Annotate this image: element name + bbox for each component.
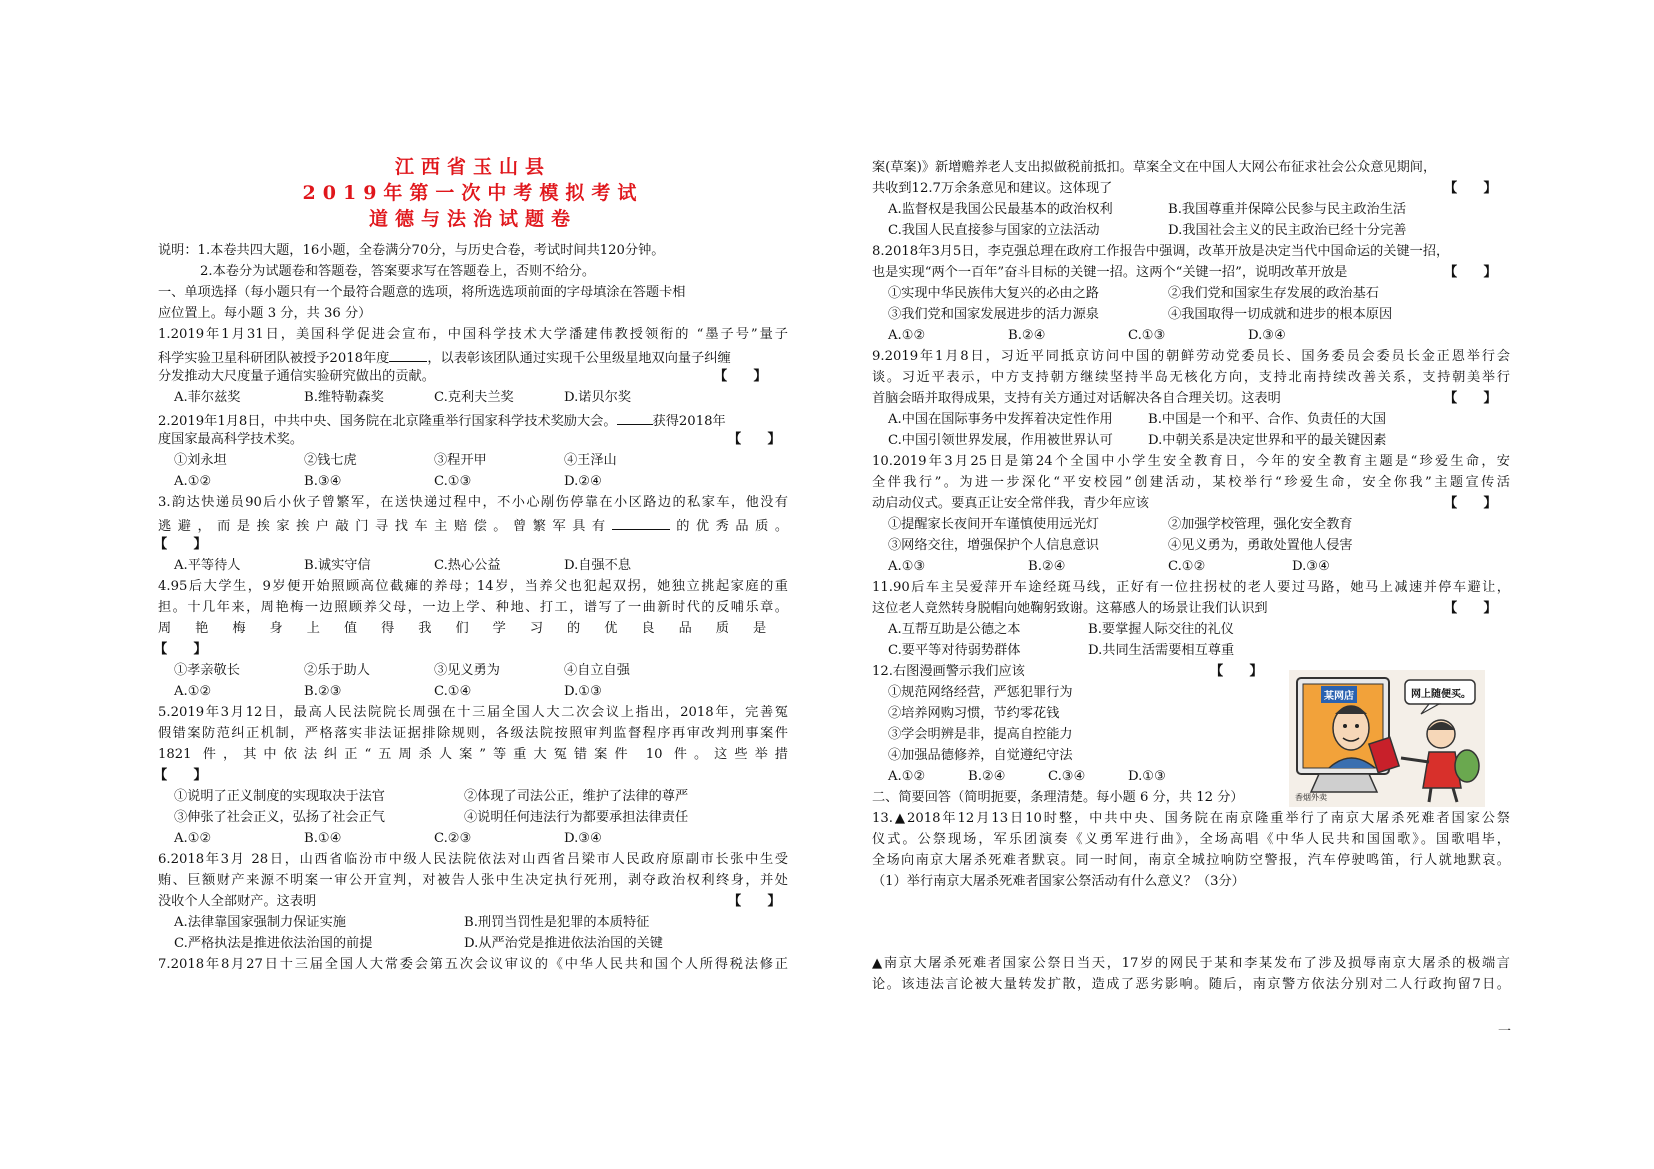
q13-line3: 全场向南京大屠杀死难者默哀。同一时间，南京全城拉响防空警报，汽车停驶鸣笛，行人就地默哀。	[872, 853, 1510, 868]
q3-option-a: A.平等待人	[174, 558, 241, 573]
page-number: 一	[1498, 1024, 1512, 1039]
q13-line2: 仪式。公祭现场，军乐团演奏《义勇军进行曲》，全场高唱《中华人民共和国国歌》。国歌唱毕，	[872, 832, 1510, 847]
q11-line2: 这位老人竟然转身脱帽向她鞠躬致谢。这幕感人的场景让我们认识到	[872, 601, 1268, 616]
cartoon-caption: 香烟外卖	[1295, 793, 1327, 802]
q13-line5: 论。该违法言论被大量转发扩散，造成了恶劣影响。随后，南京警方依法分别对二人行政拘留7日。	[872, 977, 1510, 992]
q8-option-d: D.③④	[1248, 328, 1286, 343]
q7-option-d: D.我国社会主义的民主政治已经十分完善	[1168, 223, 1407, 238]
q3-line2: 逃避，而是挨家挨户敲门寻找车主赔偿。曾繁军具有 的优秀品质。	[158, 515, 788, 536]
q9-option-d: D.中朝关系是决定世界和平的最关键因素	[1148, 433, 1387, 448]
title-subject: 道德与法治试题卷	[368, 208, 577, 230]
q3-line1: 3.韵达快递员90后小伙子曾繁军，在送快递过程中，不小心剐伤停靠在小区路边的私家车，他没有	[158, 495, 788, 510]
title-exam: 2019年第一次中考模拟考试	[302, 182, 644, 204]
q7-option-b: B.我国尊重并保障公民参与民主政治生活	[1168, 202, 1407, 217]
q2-blank	[617, 410, 653, 425]
q4-item-3: ③见义勇为	[434, 663, 500, 678]
q2-item-1: ①刘永坦	[174, 453, 227, 468]
q10-line2: 全伴我行”。为进一步深化“平安校园”创建活动，某校举行“珍爱生命，安全你我”主题宣传活	[872, 475, 1510, 490]
q2-option-c: C.①③	[434, 474, 472, 489]
q9-answer-bracket: 【 】	[1444, 391, 1497, 406]
q8-answer-bracket: 【 】	[1444, 265, 1497, 280]
q1-line3: 分发推动大尺度量子通信实验研究做出的贡献。	[158, 369, 435, 384]
section1-heading-line1: 一、单项选择（每小题只有一个最符合题意的选项，将所选选项前面的字母填涂在答题卡相	[158, 285, 686, 300]
q10-option-c: C.①②	[1168, 559, 1206, 574]
q11-option-a: A.互帮互助是公德之本	[888, 622, 1021, 637]
q11-option-b: B.要掌握人际交往的礼仪	[1088, 622, 1234, 637]
q9-line2: 谈。习近平表示，中方支持朝方继续坚持半岛无核化方向，支持北南持续改善关系，支持朝美举行	[872, 370, 1510, 385]
q9-option-b: B.中国是一个和平、合作、负责任的大国	[1148, 412, 1387, 427]
q1-line2: 科学实验卫星科研团队被授予2018年度 ，以表彰该团队通过实现千公里级星地双向量子纠缠	[158, 347, 731, 368]
q10-option-a: A.①③	[888, 559, 926, 574]
q4-option-c: C.①④	[434, 684, 472, 699]
q13-line4: ▲南京大屠杀死难者国家公祭日当天，17岁的网民于某和李某发布了涉及损辱南京大屠杀的极端言	[872, 956, 1510, 971]
q10-item-2: ②加强学校管理，强化安全教育	[1168, 517, 1353, 532]
q6-line3: 没收个人全部财产。这表明	[158, 894, 317, 909]
q10-item-3: ③网络交往，增强保护个人信息意识	[888, 538, 1099, 553]
q1-option-c: C.克利夫兰奖	[434, 390, 514, 405]
q1-option-a: A.菲尔兹奖	[174, 390, 241, 405]
q6-option-a: A.法律靠国家强制力保证实施	[174, 915, 346, 930]
monitor-stand	[1311, 774, 1377, 792]
q3-option-c: C.热心公益	[434, 558, 501, 573]
section2-heading: 二、简要回答（简明扼要，条理清楚。每小题 6 分，共 12 分）	[872, 790, 1244, 805]
q9-line3: 首脑会晤并取得成果，支持有关方通过对话解决各自合理关切。这表明	[872, 391, 1281, 406]
q8-option-a: A.①②	[888, 328, 926, 343]
q2-option-d: D.②④	[564, 474, 602, 489]
q9-option-c: C.中国引领世界发展，作用被世界认可	[888, 433, 1113, 448]
q4-item-4: ④自立自强	[564, 663, 630, 678]
q12-item-4: ④加强品德修养，自觉遵纪守法	[888, 748, 1073, 763]
q11-answer-bracket: 【 】	[1444, 601, 1497, 616]
q2-line1: 2.2019年1月8日，中共中央、国务院在北京隆重举行国家科学技术奖励大会。 获得2018年	[158, 410, 726, 431]
q5-line2: 假错案防范纠正机制，严格落实非法证据排除规则，各级法院按照审判监督程序再审改判刑事案件	[158, 726, 788, 741]
student-arm	[1401, 758, 1429, 762]
q2-item-2: ②钱七虎	[304, 453, 357, 468]
q11-line1: 11.90后车主吴爱萍开车途经斑马线，正好有一位拄拐杖的老人要过马路，她马上减速并停车避让，	[872, 580, 1510, 595]
q9-option-a: A.中国在国际事务中发挥着决定性作用	[888, 412, 1113, 427]
cartoon-illustration	[1289, 670, 1485, 807]
q5-line1: 5.2019年3月12日，最高人民法院院长周强在十三届全国人大二次会议上指出，2018年，完善冤	[158, 705, 788, 720]
q13-sub-question-1: （1）举行南京大屠杀死难者国家公祭活动有什么意义？（3分）	[872, 874, 1245, 889]
q11-option-d: D.共同生活需要相互尊重	[1088, 643, 1235, 658]
q11-option-c: C.要平等对待弱势群体	[888, 643, 1021, 658]
q5-item-3: ③伸张了社会正义，弘扬了社会正气	[174, 810, 385, 825]
q12-option-c: C.③④	[1048, 769, 1086, 784]
q8-item-3: ③我们党和国家发展进步的活力源泉	[888, 307, 1099, 322]
q13-line1: 13.▲2018年12月13日10时整，中共中央、国务院在南京隆重举行了南京大屠杀死难者国家公祭	[872, 811, 1510, 826]
q10-answer-bracket: 【 】	[1444, 496, 1497, 511]
q8-line1: 8.2018年3月5日，李克强总理在政府工作报告中强调，改革开放是决定当代中国命运的关键一招，	[872, 244, 1450, 259]
q12-option-d: D.①③	[1128, 769, 1166, 784]
q5-option-b: B.①④	[304, 831, 342, 846]
q2-item-3: ③程开甲	[434, 453, 487, 468]
q6-option-d: D.从严治党是推进依法治国的关键	[464, 936, 663, 951]
q4-line3: 周艳梅身上值得我们学习的优良品质是	[158, 621, 791, 636]
cartoon-speech-text: 网上随便买。	[1411, 689, 1471, 700]
q4-option-b: B.②③	[304, 684, 342, 699]
q5-option-c: C.②③	[434, 831, 472, 846]
q4-option-a: A.①②	[174, 684, 212, 699]
note-2: 2.本卷分为试题卷和答题卷，答案要求写在答题卷上，否则不给分。	[200, 264, 596, 279]
q1-option-d: D.诺贝尔奖	[564, 390, 632, 405]
q8-item-4: ④我国取得一切成就和进步的根本原因	[1168, 307, 1393, 322]
q10-option-b: B.②④	[1028, 559, 1066, 574]
q7-line1: 7.2018年8月27日十三届全国人大常委会第五次会议审议的《中华人民共和国个人所得税法修正	[158, 957, 788, 972]
q6-option-c: C.严格执法是推进依法治国的前提	[174, 936, 373, 951]
q5-option-d: D.③④	[564, 831, 602, 846]
q1-answer-bracket: 【 】	[714, 369, 767, 384]
q4-line1: 4.95后大学生，9岁便开始照顾高位截瘫的养母；14岁，当养父也犯起双拐，她独立挑起家庭的重	[158, 579, 788, 594]
q9-line1: 9.2019年1月8日，习近平同抵京访问中国的朝鲜劳动党委员长、国务委员会委员长金正恩举行会	[872, 349, 1510, 364]
q3-answer-bracket: 【 】	[154, 537, 207, 552]
q1-line1: 1.2019年1月31日，美国科学促进会宣布，中国科学技术大学潘建伟教授领衔的 “墨子号”量子	[158, 327, 788, 342]
q7-line2: 案(草案)》新增赡养老人支出拟做税前抵扣。草案全文在中国人大网公布征求社会公众意见期间，	[872, 160, 1437, 175]
q10-option-d: D.③④	[1292, 559, 1330, 574]
q2-item-4: ④王泽山	[564, 453, 617, 468]
q2-answer-bracket: 【 】	[728, 432, 781, 447]
q7-line3: 共收到12.7万余条意见和建议。这体现了	[872, 181, 1113, 196]
q12-line1: 12.右图漫画警示我们应该	[872, 664, 1025, 679]
student-backpack	[1455, 750, 1479, 782]
q8-option-b: B.②④	[1008, 328, 1046, 343]
title-county: 江西省玉山县	[394, 156, 551, 178]
q5-line3: 1821 件，其中依法纠正“五周杀人案”等重大冤错案件 10 件。这些举措	[158, 747, 788, 762]
q8-option-c: C.①③	[1128, 328, 1166, 343]
q3-option-b: B.诚实守信	[304, 558, 371, 573]
q8-item-1: ①实现中华民族伟大复兴的必由之路	[888, 286, 1099, 301]
q2-option-a: A.①②	[174, 474, 212, 489]
note-1: 说明：1.本卷共四大题，16小题，全卷满分70分，与历史合卷，考试时间共120分钟。	[158, 243, 665, 258]
cartoon-shop-label: 某网店	[1321, 686, 1357, 703]
q12-answer-bracket: 【 】	[1210, 664, 1263, 679]
q1-blank	[389, 347, 427, 362]
q12-item-3: ③学会明辨是非，提高自控能力	[888, 727, 1073, 742]
q5-item-1: ①说明了正义制度的实现取决于法官	[174, 789, 385, 804]
q6-answer-bracket: 【 】	[728, 894, 781, 909]
q1-option-b: B.维特勒森奖	[304, 390, 384, 405]
q10-line3: 动启动仪式。要真正让安全常伴我，青少年应该	[872, 496, 1149, 511]
q8-item-2: ②我们党和国家生存发展的政治基石	[1168, 286, 1379, 301]
q12-item-2: ②培养网购习惯，节约零花钱	[888, 706, 1060, 721]
q4-line2: 担。十几年来，周艳梅一边照顾养父母，一边上学、种地、打工，谱写了一曲新时代的反哺乐章。	[158, 600, 788, 615]
q3-blank	[612, 515, 670, 530]
q2-option-b: B.③④	[304, 474, 342, 489]
q10-item-4: ④见义勇为，勇敢处置他人侵害	[1168, 538, 1353, 553]
q10-line1: 10.2019年3月25日是第24个全国中小学生安全教育日，今年的安全教育主题是“珍爱生命，安	[872, 454, 1510, 469]
q12-option-a: A.①②	[888, 769, 926, 784]
q2-line2: 度国家最高科学技术奖。	[158, 432, 304, 447]
section1-heading-line2: 应位置上。每小题 3 分，共 36 分）	[158, 306, 372, 321]
q5-option-a: A.①②	[174, 831, 212, 846]
q6-line2: 贿、巨额财产来源不明案一审公开宣判，对被告人张中生决定执行死刑，剥夺政治权利终身，并处	[158, 873, 788, 888]
q8-line2: 也是实现“两个一百年”奋斗目标的关键一招。这两个“关键一招”，说明改革开放是	[872, 265, 1348, 280]
q6-line1: 6.2018年3月 28日，山西省临汾市中级人民法院依法对山西省吕梁市人民政府原副市长张中生受	[158, 852, 788, 867]
q5-answer-bracket: 【 】	[154, 768, 207, 783]
q4-option-d: D.①③	[564, 684, 602, 699]
q6-option-b: B.刑罚当罚性是犯罪的本质特征	[464, 915, 650, 930]
q10-item-1: ①提醒家长夜间开车谨慎使用远光灯	[888, 517, 1099, 532]
q7-option-c: C.我国人民直接参与国家的立法活动	[888, 223, 1100, 238]
q4-item-1: ①孝亲敬长	[174, 663, 240, 678]
q3-option-d: D.自强不息	[564, 558, 632, 573]
q7-answer-bracket: 【 】	[1444, 181, 1497, 196]
q12-option-b: B.②④	[968, 769, 1006, 784]
q7-option-a: A.监督权是我国公民最基本的政治权利	[888, 202, 1113, 217]
q5-item-2: ②体现了司法公正，维护了法律的尊严	[464, 789, 689, 804]
q5-item-4: ④说明任何违法行为都要承担法律责任	[464, 810, 689, 825]
q12-item-1: ①规范网络经营，严惩犯罪行为	[888, 685, 1073, 700]
q4-answer-bracket: 【 】	[154, 642, 207, 657]
q4-item-2: ②乐于助人	[304, 663, 370, 678]
